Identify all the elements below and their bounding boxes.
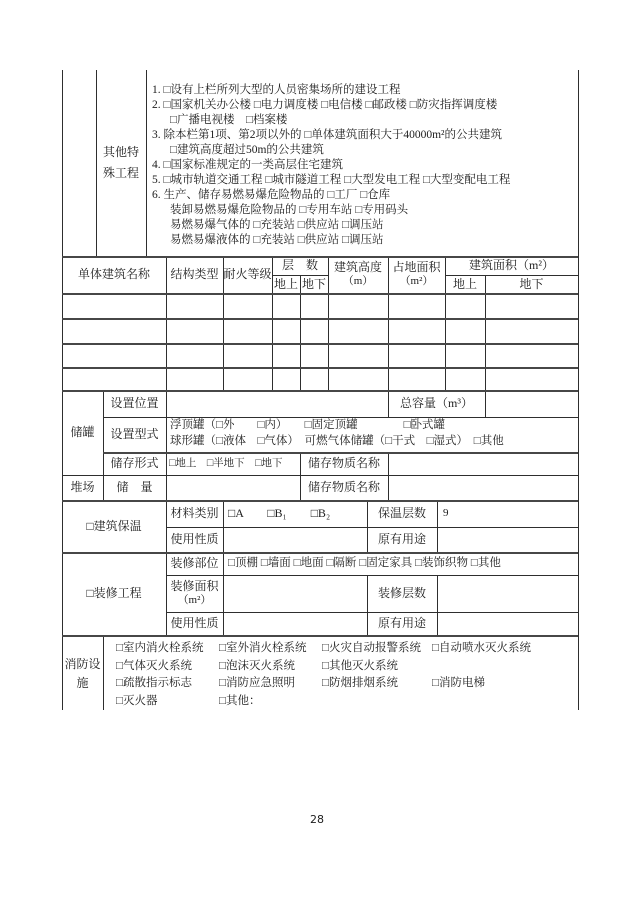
fire-facility-option[interactable]: □消防应急照明 [219, 677, 295, 690]
checkbox-line[interactable]: 6. 生产、储存易燃易爆危险物品的 □工厂 □仓库 [152, 189, 391, 201]
checkbox-line[interactable]: 易燃易爆液体的 □充装站 □供应站 □调压站 [170, 234, 384, 246]
checkbox-line[interactable]: 易燃易爆气体的 □充装站 □供应站 □调压站 [170, 219, 384, 231]
other-special-projects-label [96, 70, 146, 256]
insulation-usage-label: 使用性质 [170, 532, 219, 546]
label-line: （m） [342, 275, 374, 288]
checkbox-line[interactable]: □广播电视楼 □档案楼 [170, 114, 288, 126]
decoration-original-use-input-cell[interactable] [437, 612, 578, 635]
fire-facility-option[interactable]: □火灾自动报警系统 [322, 641, 421, 654]
building-table-empty-row[interactable] [62, 343, 578, 367]
tank-position-input-cell[interactable] [166, 390, 388, 417]
label-line: 占地面积 [392, 260, 441, 275]
header-floor-area: 建筑面积（m²） [469, 258, 554, 272]
fire-facility-option[interactable]: □室外消火栓系统 [219, 641, 307, 654]
building-table-empty-row[interactable] [62, 367, 578, 390]
checkbox-line[interactable]: 1. □设有上栏所列大型的人员密集场所的建设工程 [152, 84, 401, 96]
checkbox-line[interactable]: 5. □城市轨道交通工程 □城市隧道工程 □大型发电工程 □大型变配电工程 [152, 174, 511, 186]
label-line: 装修面积 [170, 579, 219, 594]
building-table-empty-row[interactable] [62, 293, 578, 318]
decoration-area-label [166, 575, 223, 612]
label-line: 建筑高度 [333, 260, 382, 275]
fire-facility-option [322, 692, 432, 708]
fire-facility-option[interactable]: □其他灭火系统 [322, 659, 398, 672]
header-structure-type: 结构类型 [170, 267, 219, 281]
label-line: （m²） [177, 594, 212, 607]
header-fire-rating: 耐火等级 [223, 267, 272, 281]
tank-type-label: 设置型式 [110, 427, 159, 441]
page-number: 28 [310, 813, 324, 826]
header-building-name: 单体建筑名称 [77, 267, 150, 281]
fire-facility-option[interactable]: □灭火器 [116, 695, 158, 708]
fire-facility-option[interactable]: □防烟排烟系统 [322, 677, 398, 690]
decoration-original-use-label: 原有用途 [377, 616, 426, 630]
fire-facility-option[interactable]: □消防电梯 [432, 677, 485, 690]
stockyard-label: 堆场 [70, 480, 95, 494]
fire-facility-option[interactable]: □气体灭火系统 [116, 659, 192, 672]
checkbox-line[interactable]: 3. 除本栏第1项、第2项以外的 □单体建筑面积大于40000m²的公共建筑 [152, 129, 502, 141]
insulation-checkbox-label[interactable]: □建筑保温 [86, 518, 142, 533]
insulation-material-label: 材料类别 [170, 506, 219, 520]
fire-facility-option[interactable]: □其他： [219, 695, 261, 708]
fire-facility-row [103, 674, 578, 690]
yard-quantity-input-cell[interactable] [166, 475, 300, 500]
label-line: 施 [76, 675, 89, 690]
building-table-empty-row[interactable] [62, 318, 578, 343]
fire-facility-option[interactable]: □疏散指示标志 [116, 677, 192, 690]
fire-facility-row [103, 639, 578, 655]
fire-facility-option[interactable]: □室内消火栓系统 [116, 641, 204, 654]
fire-facility-option[interactable]: □泡沫灭火系统 [219, 659, 295, 672]
label-line: 殊工程 [102, 166, 139, 180]
yard-quantity-label: 储 量 [116, 480, 153, 494]
fire-facility-row [103, 692, 578, 708]
tank-capacity-input-cell[interactable] [485, 390, 578, 417]
insulation-original-use-label: 原有用途 [377, 532, 426, 546]
header-footprint-area [388, 256, 445, 293]
yard-substance-label: 储存物质名称 [307, 480, 380, 494]
header-floors-above: 地上 [273, 276, 298, 291]
decoration-layers-label: 装修层数 [377, 586, 426, 600]
decoration-parts-label: 装修部位 [170, 556, 219, 570]
checkbox-line[interactable]: 4. □国家标准规定的一类高层住宅建筑 [152, 159, 343, 171]
fire-facilities-options [103, 635, 578, 712]
tank-substance-label: 储存物质名称 [307, 456, 380, 470]
other-special-projects-options [146, 70, 578, 256]
decoration-usage-label: 使用性质 [170, 616, 219, 630]
header-floors-below: 地下 [301, 276, 326, 291]
header-floor-area-below: 地下 [519, 276, 544, 291]
insulation-layers-value[interactable]: 9 [443, 506, 449, 519]
yard-substance-input-cell[interactable] [388, 475, 578, 500]
tank-storage-form-options[interactable]: □地上 □半地下 □地下 [169, 457, 283, 469]
checkbox-line[interactable]: □建筑高度超过50m的公共建筑 [170, 144, 324, 156]
storage-tank-label: 储罐 [70, 425, 95, 439]
decoration-area-input-cell[interactable] [223, 575, 367, 612]
fire-facilities-label [62, 635, 103, 712]
insulation-original-use-input-cell[interactable] [437, 527, 578, 552]
fire-facility-option[interactable]: □自动喷水灭火系统 [432, 641, 531, 654]
insulation-material-options[interactable]: □A □B₁ □B₂ [228, 506, 331, 520]
header-floor-area-above: 地上 [452, 276, 477, 291]
fire-facility-option [432, 692, 578, 708]
checkbox-line[interactable]: 浮顶罐（□外 □内） □固定顶罐 □卧式罐 [170, 419, 446, 431]
decoration-parts-options[interactable]: □顶棚 □墙面 □地面 □隔断 □固定家具 □装饰织物 □其他 [228, 557, 501, 570]
label-line: 消防设 [64, 656, 101, 671]
header-building-height [328, 256, 388, 293]
header-floors: 层 数 [281, 258, 318, 272]
grid-line [578, 70, 579, 710]
checkbox-line[interactable]: 球形罐（□液体 □气体） 可燃气体储罐（□干式 □湿式） □其他 [170, 435, 504, 447]
checkbox-line[interactable]: 2. □国家机关办公楼 □电力调度楼 □电信楼 □邮政楼 □防灾指挥调度楼 [152, 99, 498, 111]
fire-facility-option [432, 657, 578, 673]
tank-type-options[interactable] [166, 417, 578, 452]
label-line: 其他特 [102, 145, 139, 159]
fire-facility-row [103, 657, 578, 673]
decoration-layers-input-cell[interactable] [437, 575, 578, 612]
decoration-checkbox-label[interactable]: □装修工程 [86, 586, 142, 600]
decoration-usage-input-cell[interactable] [223, 612, 367, 635]
checkbox-line[interactable]: 装卸易燃易爆危险物品的 □专用车站 □专用码头 [170, 204, 409, 216]
insulation-layers-label: 保温层数 [377, 506, 426, 520]
tank-capacity-label: 总容量（m³） [400, 396, 473, 410]
tank-storage-form-label: 储存形式 [110, 456, 159, 470]
insulation-usage-input-cell[interactable] [223, 527, 367, 552]
label-line: （m²） [399, 275, 434, 288]
tank-position-label: 设置位置 [110, 396, 159, 410]
tank-substance-input-cell[interactable] [388, 452, 578, 475]
